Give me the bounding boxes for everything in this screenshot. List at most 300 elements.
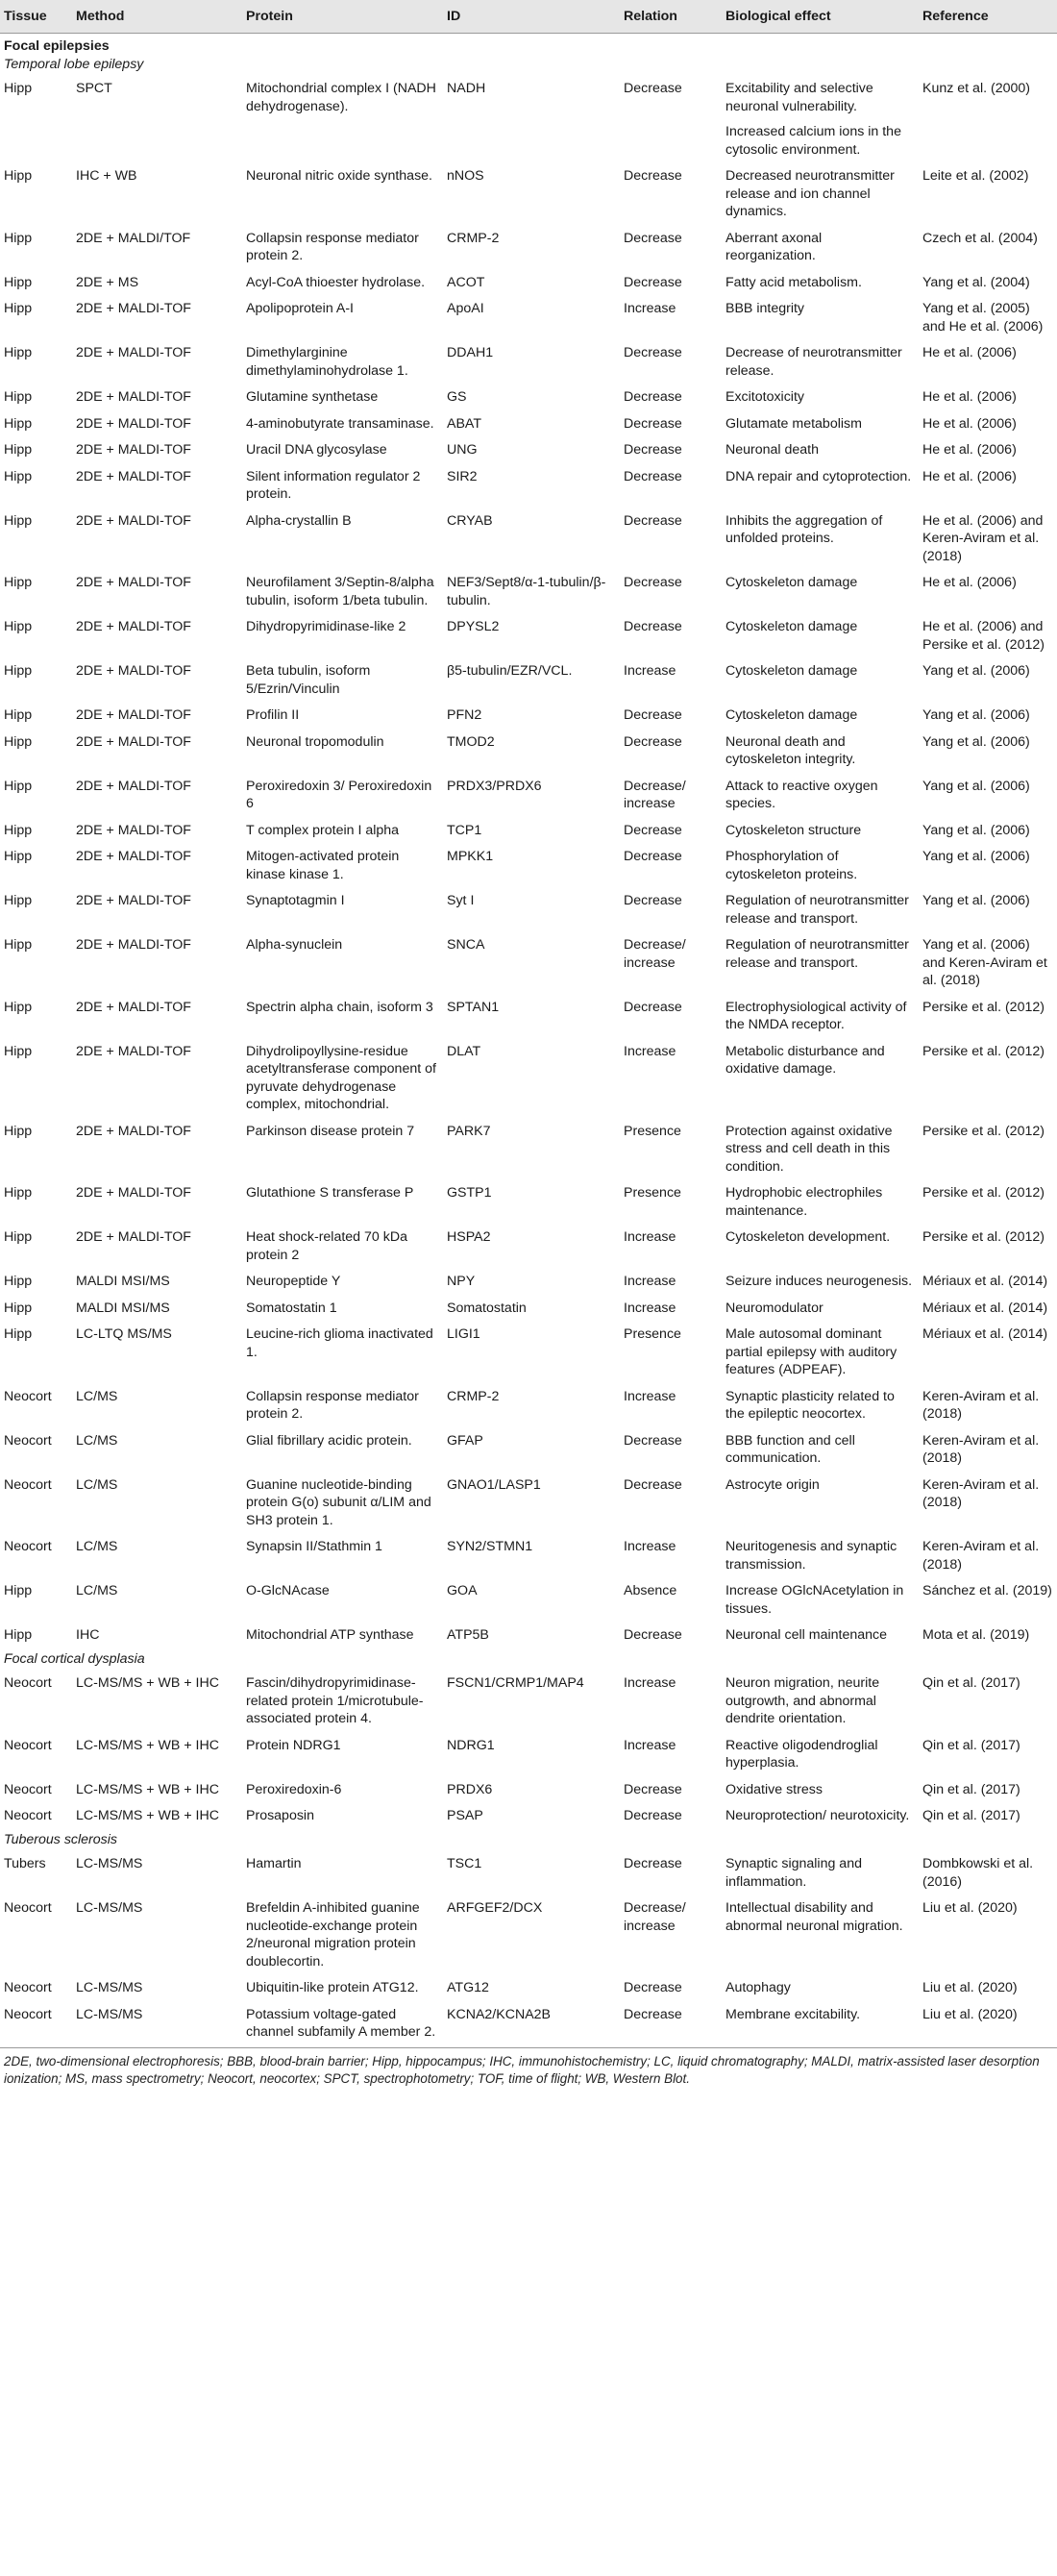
cell-reference: He et al. (2006) and Keren-Aviram et al. (2018) [922,512,1044,564]
cell-method: 2DE + MALDI-TOF [76,442,191,458]
cell-reference: Keren-Aviram et al. (2018) [922,1476,1040,1510]
effect-line: Synaptic signaling and inflammation. [725,1856,862,1890]
cell-tissue: Hipp [4,1627,33,1643]
table-header [0,0,1057,34]
cell-effect [722,385,919,412]
effect-line: Neuronal death and cytoskeleton integrity. [725,733,856,767]
table-row [0,775,1057,819]
cell-effect [722,996,919,1040]
cell-id: DDAH1 [447,345,494,360]
header-protein: Protein [242,0,443,34]
cell-reference: He et al. (2006) [922,442,1017,458]
cell-relation: Increase [624,1274,676,1289]
cell-method: MALDI MSI/MS [76,1300,170,1316]
cell-id: PARK7 [447,1123,491,1139]
cell-relation: Increase [624,1229,676,1245]
cell-relation: Increase [624,1737,676,1753]
cell-effect [722,731,919,775]
effect-line: Fatty acid metabolism. [725,274,862,290]
table-row [0,412,1057,439]
table-row [0,1120,1057,1182]
cell-effect [722,1040,919,1120]
cell-relation: Presence [624,1326,681,1342]
cell-method: SPCT [76,81,112,96]
cell-protein: Parkinson disease protein 7 [246,1123,415,1139]
effect-line: Seizure induces neurogenesis. [725,1274,913,1289]
cell-method: 2DE + MALDI-TOF [76,512,191,529]
cell-reference: Yang et al. (2006) [922,663,1030,679]
cell-effect [722,1226,919,1270]
cell-effect [722,819,919,846]
cell-method: 2DE + MALDI-TOF [76,999,191,1015]
cell-id: NPY [447,1274,476,1289]
table-row [0,297,1057,341]
cell-effect [722,571,919,615]
cell-tissue: Hipp [4,301,33,316]
cell-reference: Keren-Aviram et al. (2018) [922,1539,1040,1573]
cell-reference: Yang et al. (2006) [922,707,1030,723]
effect-line: Regulation of neurotransmitter release and transport. [725,937,909,971]
cell-id: Somatostatin [447,1300,527,1316]
cell-tissue: Hipp [4,1123,33,1139]
cell-tissue: Hipp [4,345,33,360]
cell-reference: Keren-Aviram et al. (2018) [922,1432,1040,1466]
cell-relation: Decrease [624,1980,682,1995]
cell-protein: Protein NDRG1 [246,1737,341,1753]
cell-protein: Glutathione S transferase P [246,1185,414,1201]
cell-tissue: Hipp [4,442,33,458]
cell-method: LC-LTQ MS/MS [76,1326,172,1342]
cell-method: 2DE + MALDI-TOF [76,849,191,864]
cell-tissue: Hipp [4,1326,33,1342]
cell-tissue: Hipp [4,230,33,246]
cell-reference: He et al. (2006) [922,468,1017,484]
cell-id: SIR2 [447,468,478,484]
table-row [0,385,1057,412]
subsection-title-row [0,56,1057,78]
cell-method: LC-MS/MS + WB + IHC [76,1737,219,1753]
cell-reference: Qin et al. (2017) [922,1808,1020,1823]
cell-method: 2DE + MALDI-TOF [76,468,191,484]
cell-effect [722,164,919,227]
cell-relation: Increase [624,301,676,316]
cell-method: 2DE + MALDI-TOF [76,937,191,953]
cell-id: DPYSL2 [447,619,500,634]
cell-effect [722,933,919,996]
cell-id: ABAT [447,415,482,432]
cell-protein: Collapsin response mediator protein 2. [246,230,419,263]
cell-id: DLAT [447,1043,481,1059]
cell-method: LC/MS [76,1432,118,1449]
table-row [0,1535,1057,1579]
cell-effect [722,271,919,298]
table-row [0,659,1057,704]
effect-line: DNA repair and cytoprotection. [725,468,912,484]
subsection-spacer [242,1650,1057,1672]
cell-protein: Heat shock-related 70 kDa protein 2 [246,1229,407,1263]
cell-protein: Uracil DNA glycosylase [246,442,387,458]
cell-effect [722,297,919,341]
effect-line: Phosphorylation of cytoskeleton proteins. [725,849,858,882]
cell-method: 2DE + MALDI-TOF [76,663,191,679]
subsection-spacer [242,56,1057,78]
cell-protein: Mitogen-activated protein kinase kinase 1. [246,849,400,882]
table-row [0,1474,1057,1536]
cell-protein: Hamartin [246,1856,302,1871]
cell-tissue: Hipp [4,512,33,529]
cell-relation: Decrease [624,274,682,290]
cell-effect [722,1323,919,1385]
cell-tissue: Neocort [4,1808,52,1823]
cell-id: TSC1 [447,1856,482,1871]
cell-relation: Decrease [624,1856,682,1871]
cell-protein: Neurofilament 3/Septin-8/alpha tubulin, isoform 1/beta tubulin. [246,575,434,608]
cell-effect [722,465,919,509]
cell-reference: Yang et al. (2006) [922,822,1030,838]
effect-line: Astrocyte origin [725,1476,820,1493]
effect-line: Neuromodulator [725,1300,823,1316]
cell-method: LC-MS/MS [76,1856,143,1871]
cell-id: SNCA [447,937,485,953]
table-row [0,1297,1057,1324]
header-tissue: Tissue [0,0,72,34]
cell-protein: Glutamine synthetase [246,389,379,405]
cell-protein: Dihydropyrimidinase-like 2 [246,619,406,634]
effect-line: Regulation of neurotransmitter release and transport. [725,893,909,927]
cell-relation: Presence [624,1185,681,1201]
cell-protein: Mitochondrial complex I (NADH dehydrogenase). [246,81,436,114]
cell-id: ApoAI [447,301,484,316]
cell-reference: Liu et al. (2020) [922,1900,1018,1916]
cell-id: HSPA2 [447,1229,491,1245]
cell-relation: Decrease [624,733,682,750]
cell-tissue: Hipp [4,81,33,96]
table-row [0,341,1057,385]
cell-method: LC-MS/MS [76,1900,143,1916]
cell-reference: Yang et al. (2004) [922,274,1030,290]
cell-method: LC-MS/MS + WB + IHC [76,1675,219,1691]
cell-protein: Dihydrolipoyllysine-residue acetyltransferase component of pyruvate dehydrogenase complex, mitochondrial. [246,1043,436,1112]
cell-method: MALDI MSI/MS [76,1274,170,1289]
cell-effect [722,1181,919,1226]
cell-protein: Synaptotagmin I [246,893,345,908]
cell-method: 2DE + MALDI-TOF [76,893,191,908]
table-row [0,1385,1057,1429]
table-row [0,731,1057,775]
cell-reference: He et al. (2006) [922,345,1017,360]
cell-tissue: Hipp [4,619,33,634]
cell-protein: Beta tubulin, isoform 5/Ezrin/Vinculin [246,663,371,697]
cell-method: LC/MS [76,1539,118,1554]
cell-relation: Decrease/ increase [624,937,686,971]
cell-id: GSTP1 [447,1185,492,1201]
table-row [0,1672,1057,1734]
cell-tissue: Hipp [4,893,33,908]
cell-protein: Neuronal nitric oxide synthase. [246,168,432,184]
cell-id: SYN2/STMN1 [447,1539,533,1554]
effect-line: Decrease of neurotransmitter release. [725,345,902,379]
table-row [0,1579,1057,1623]
cell-id: CRYAB [447,512,493,529]
cell-reference: Kunz et al. (2000) [922,81,1030,96]
cell-id: NDRG1 [447,1737,495,1753]
cell-reference: Yang et al. (2006) [922,849,1030,864]
effect-line: Excitotoxicity [725,389,804,405]
cell-tissue: Tubers [4,1856,46,1871]
effect-line: Intellectual disability and abnormal neuronal migration. [725,1900,903,1934]
cell-protein: Leucine-rich glioma inactivated 1. [246,1326,433,1360]
cell-effect [722,889,919,933]
cell-relation: Increase [624,1539,676,1554]
cell-relation: Decrease [624,389,682,405]
cell-effect [722,615,919,659]
cell-protein: 4-aminobutyrate transaminase. [246,415,434,432]
cell-protein: Ubiquitin-like protein ATG12. [246,1980,419,1995]
cell-method: 2DE + MALDI/TOF [76,230,191,246]
cell-id: TMOD2 [447,733,495,750]
cell-method: 2DE + MALDI-TOF [76,733,191,750]
cell-protein: Prosaposin [246,1808,314,1823]
cell-protein: Guanine nucleotide-binding protein G(o) subunit α/LIM and SH3 protein 1. [246,1476,431,1528]
effect-line: Cytoskeleton structure [725,822,862,838]
cell-tissue: Hipp [4,1583,33,1598]
cell-reference: Qin et al. (2017) [922,1781,1020,1797]
cell-effect [722,412,919,439]
cell-id: Syt I [447,893,475,908]
effect-line: Increased calcium ions in the cytosolic environment. [725,124,901,158]
header-id: ID [443,0,620,34]
cell-reference: Mériaux et al. (2014) [922,1274,1048,1289]
cell-reference: Qin et al. (2017) [922,1675,1020,1691]
section-title: Focal epilepsies [4,38,110,54]
cell-effect [722,1672,919,1734]
cell-tissue: Hipp [4,937,33,953]
table-row [0,164,1057,227]
cell-reference: Dombkowski et al. (2016) [922,1856,1034,1890]
cell-protein: Peroxiredoxin-6 [246,1781,342,1797]
cell-id: LIGI1 [447,1326,480,1342]
cell-protein: Dimethylarginine dimethylaminohydrolase 1. [246,345,408,379]
cell-method: 2DE + MALDI-TOF [76,1185,191,1201]
cell-effect [722,704,919,731]
table-row [0,1976,1057,2003]
cell-method: 2DE + MALDI-TOF [76,778,191,794]
cell-effect [722,1120,919,1182]
cell-effect [722,1297,919,1324]
table-row [0,933,1057,996]
effect-line: Metabolic disturbance and oxidative damage. [725,1043,885,1077]
cell-id: PRDX6 [447,1781,493,1797]
cell-tissue: Hipp [4,1274,33,1289]
cell-relation: Decrease [624,512,682,529]
cell-relation: Increase [624,663,676,679]
cell-relation: Increase [624,1300,676,1316]
cell-relation: Decrease [624,1476,682,1493]
cell-tissue: Hipp [4,274,33,290]
table-row [0,1181,1057,1226]
cell-protein: Brefeldin A-inhibited guanine nucleotide-exchange protein 2/neuronal migration protein doublecortin. [246,1900,420,1969]
cell-tissue: Neocort [4,1781,52,1797]
table-body [0,34,1057,2048]
cell-relation: Decrease [624,345,682,360]
cell-protein: Apolipoprotein A-I [246,301,354,316]
cell-effect [722,659,919,704]
cell-protein: Fascin/dihydropyrimidinase-related protein 1/microtubule-associated protein 4. [246,1675,424,1726]
effect-line: Attack to reactive oxygen species. [725,778,878,811]
cell-tissue: Neocort [0,2003,72,2048]
table-row [0,571,1057,615]
cell-protein: Somatostatin 1 [246,1300,337,1316]
cell-reference: Persike et al. (2012) [922,1043,1045,1059]
cell-reference: Liu et al. (2020) [919,2003,1057,2048]
subsection-title: Temporal lobe epilepsy [4,56,144,72]
cell-tissue: Hipp [4,663,33,679]
effect-line: Oxidative stress [725,1781,823,1797]
cell-relation: Increase [624,1675,676,1691]
cell-reference: Keren-Aviram et al. (2018) [922,1388,1040,1422]
table-row [0,1734,1057,1778]
cell-reference: Yang et al. (2006) [922,893,1030,908]
cell-id: CRMP-2 [447,230,500,246]
cell-effect [722,1270,919,1297]
cell-protein: T complex protein I alpha [246,822,400,838]
cell-effect [722,1778,919,1805]
table-row [0,996,1057,1040]
cell-method: LC-MS/MS + WB + IHC [76,1808,219,1823]
cell-reference: He et al. (2006) [922,575,1017,590]
cell-method: LC/MS [76,1583,118,1598]
effect-line: Neuronal death [725,442,820,458]
cell-id: MPKK1 [447,849,494,864]
cell-id: β5-tubulin/EZR/VCL. [447,663,573,679]
cell-protein: Neuropeptide Y [246,1274,341,1289]
cell-reference: Mériaux et al. (2014) [922,1326,1048,1342]
table-row [0,1429,1057,1474]
cell-reference: Mota et al. (2019) [922,1627,1030,1643]
cell-reference: Mériaux et al. (2014) [922,1300,1048,1316]
effect-line: Neuron migration, neurite outgrowth, and abnormal dendrite orientation. [725,1675,880,1726]
cell-effect [722,845,919,889]
cell-protein: Neuronal tropomodulin [246,733,384,750]
cell-tissue: Hipp [4,822,33,838]
cell-effect [722,77,919,164]
cell-id: NADH [447,81,486,96]
cell-effect [722,1535,919,1579]
cell-tissue: Hipp [4,707,33,723]
cell-tissue: Neocort [4,1675,52,1691]
cell-id: PFN2 [447,707,482,723]
cell-effect [722,1429,919,1474]
cell-id: CRMP-2 [447,1388,500,1404]
cell-effect [722,227,919,271]
cell-relation: Decrease [624,575,682,590]
cell-id: GFAP [447,1432,483,1449]
cell-id: ACOT [447,274,485,290]
cell-id: ATP5B [447,1627,489,1643]
cell-id: GOA [447,1583,478,1598]
cell-reference: Yang et al. (2006) [922,733,1030,750]
cell-reference: He et al. (2006) [922,415,1017,432]
cell-effect [722,1385,919,1429]
cell-reference: Persike et al. (2012) [922,1229,1045,1245]
table-row [0,77,1057,164]
cell-reference: He et al. (2006) and Persike et al. (2012) [922,619,1045,653]
cell-tissue: Hipp [4,1185,33,1201]
cell-method: 2DE + MS [76,274,139,290]
cell-relation: Decrease [624,893,682,908]
cell-reference: Qin et al. (2017) [922,1737,1020,1753]
cell-tissue: Hipp [4,415,33,432]
cell-method: LC-MS/MS + WB + IHC [76,1781,219,1797]
subsection-spacer [242,1831,1057,1853]
cell-protein: Alpha-crystallin B [246,512,352,529]
cell-effect [722,775,919,819]
cell-tissue: Hipp [4,468,33,484]
header-reference: Reference [919,0,1057,34]
cell-relation: Decrease/ increase [624,1900,686,1934]
cell-reference: Yang et al. (2005) and He et al. (2006) [922,301,1044,334]
cell-method: 2DE + MALDI-TOF [76,822,191,838]
cell-protein: Synapsin II/Stathmin 1 [246,1539,382,1554]
cell-relation: Decrease [624,168,682,184]
cell-effect [722,1579,919,1623]
cell-relation: Decrease [624,619,682,634]
cell-reference: Yang et al. (2006) [922,778,1030,794]
cell-protein: Silent information regulator 2 protein. [246,468,421,502]
effect-line: Synaptic plasticity related to the epileptic neocortex. [725,1388,895,1422]
cell-method: 2DE + MALDI-TOF [76,619,191,634]
cell-protein: Mitochondrial ATP synthase [246,1627,414,1643]
cell-tissue: Hipp [4,778,33,794]
table-row [0,1896,1057,1976]
effect-line: Excitability and selective neuronal vulnerability. [725,81,873,114]
cell-tissue: Neocort [4,1737,52,1753]
cell-id: ATG12 [447,1980,489,1995]
effect-line: Cytoskeleton development. [725,1229,891,1245]
cell-effect [722,1852,919,1896]
header-relation: Relation [620,0,722,34]
table-row [0,1040,1057,1120]
effect-line: Increase OGlcNAcetylation in tissues. [725,1583,904,1617]
cell-tissue: Hipp [4,1229,33,1245]
cell-id: PSAP [447,1808,483,1823]
table-row [0,615,1057,659]
cell-method: 2DE + MALDI-TOF [76,1123,191,1139]
cell-relation: Decrease [624,707,682,723]
cell-relation: Decrease [620,2003,722,2048]
table-row [0,1226,1057,1270]
subsection-title: Tuberous sclerosis [4,1831,118,1847]
cell-relation: Decrease [624,415,682,432]
cell-effect [722,1804,919,1831]
cell-tissue: Neocort [4,1388,52,1404]
table-row [0,845,1057,889]
table-footnote: 2DE, two-dimensional electrophoresis; BBB, blood-brain barrier; Hipp, hippocampus; IHC, immunohistochemistry; LC, liquid chromatography; MALDI, matrix-assisted laser desorption ionization; MS, mass spectrometry; Neocort, neocortex; SPCT, spectrophotometry; TOF, time of flight; WB, Western Blot. [4,2053,1040,2086]
table-row [0,227,1057,271]
table-row [0,1778,1057,1805]
cell-id: GS [447,389,467,405]
effect-line: Reactive oligodendroglial hyperplasia. [725,1737,878,1771]
table-row [0,1804,1057,1831]
effect-line: BBB function and cell communication. [725,1432,855,1466]
cell-effect [722,1623,919,1650]
effect-line: Cytoskeleton damage [725,575,858,590]
cell-protein: Acyl-CoA thioester hydrolase. [246,274,426,290]
cell-effect [722,341,919,385]
cell-method: 2DE + MALDI-TOF [76,707,191,723]
cell-protein: Potassium voltage-gated channel subfamily A member 2. [242,2003,443,2048]
cell-method: 2DE + MALDI-TOF [76,389,191,405]
